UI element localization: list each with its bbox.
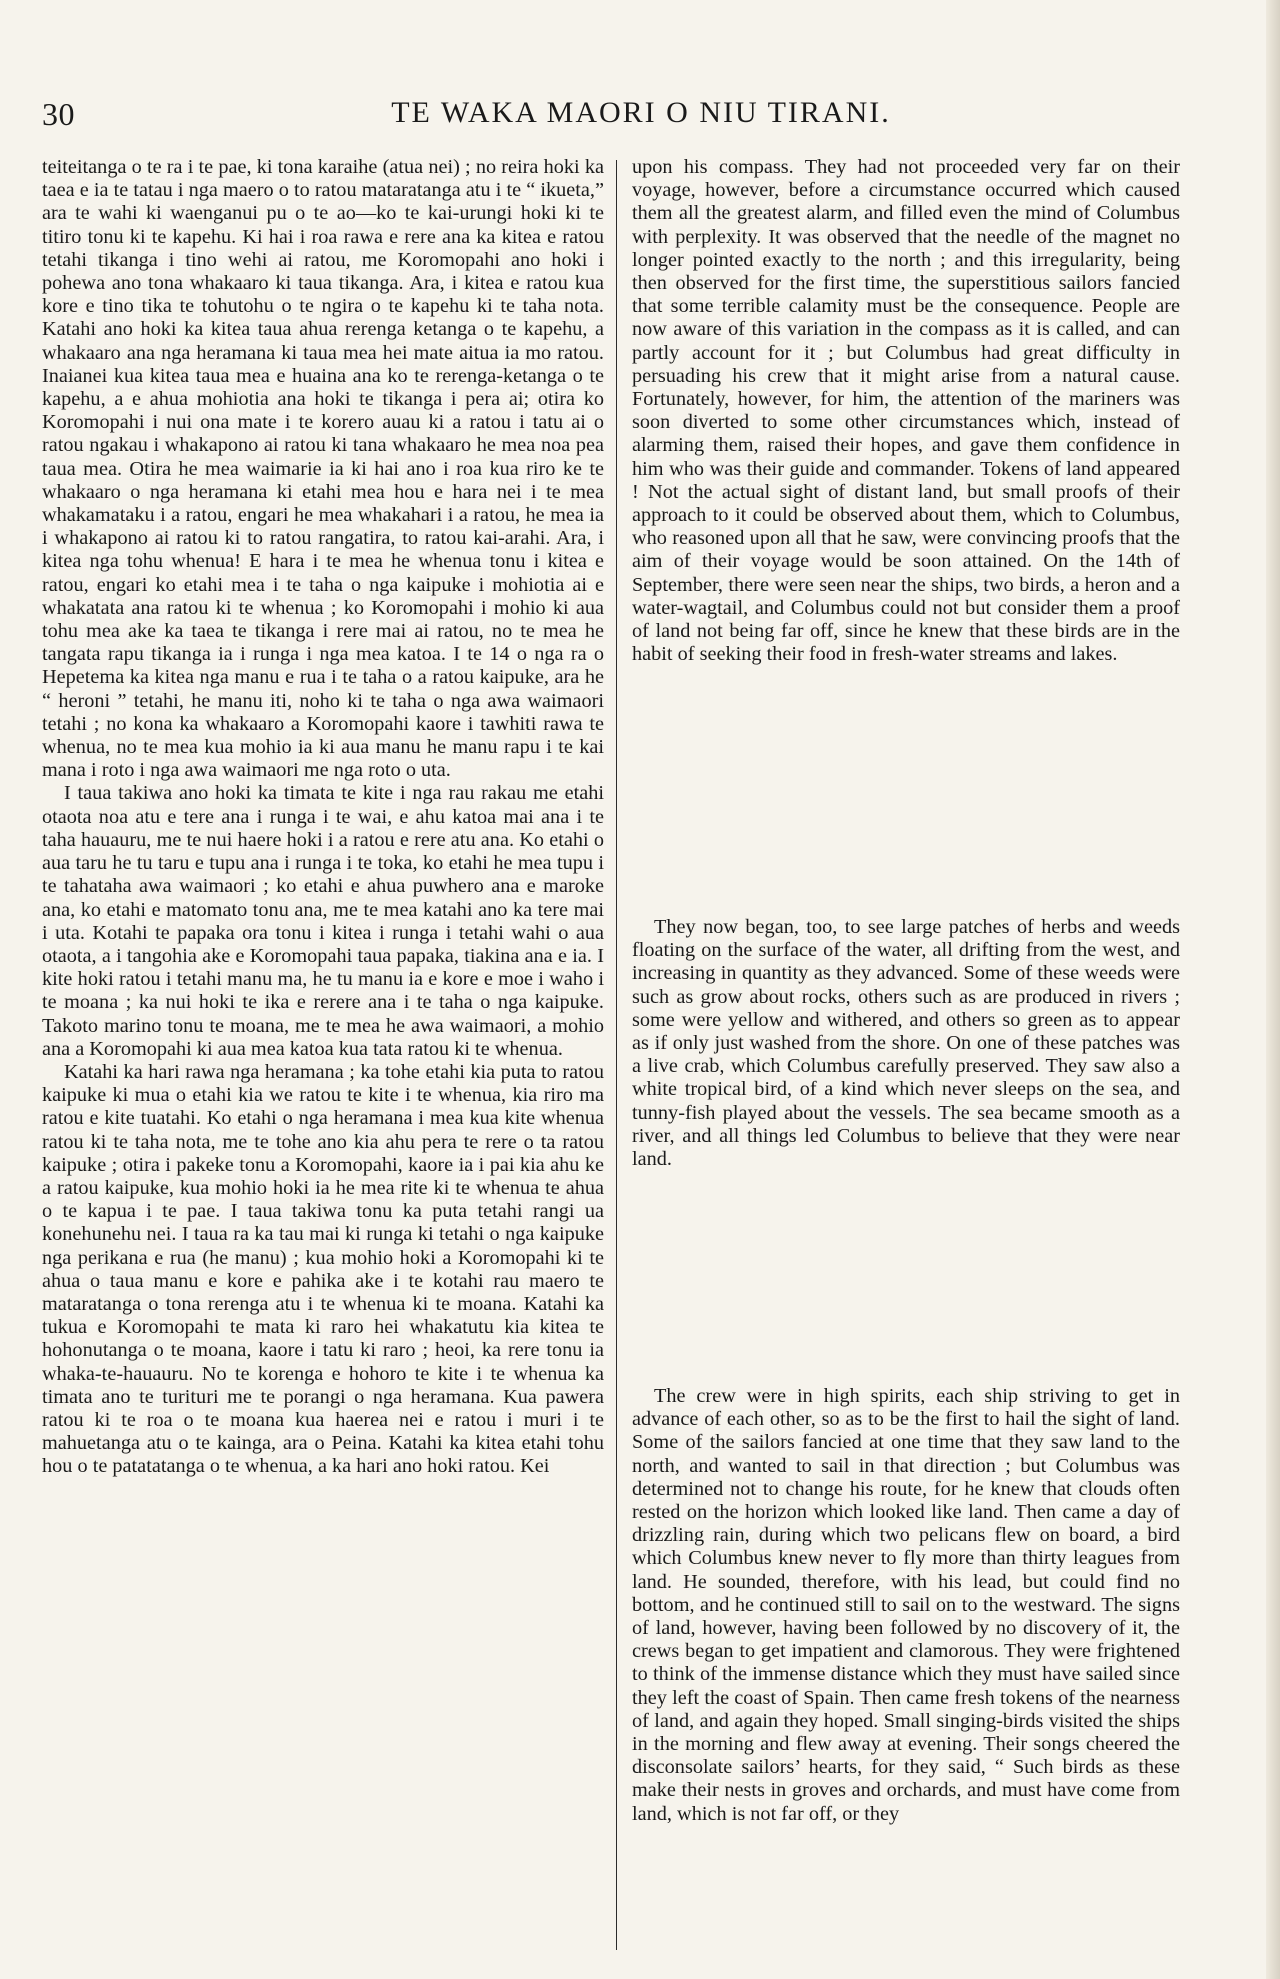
english-block-2 bbox=[632, 916, 1180, 1171]
maori-paragraph-1: teiteitanga o te ra i te pae, ki tona karaihe (atua nei) ; no reira hoki ka taea e ia te tatau i nga maero o to ratou mataratanga atu i te “ ikueta,” ara te wahi ki waenganui pu o te ao—ko te kai-urungi hoki ki te titiro tonu ki te kapehu. Ki hai i roa rawa e rere ana ka kitea e ratou tetahi tikanga i tino wehi ai ratou, me Koromopahi ano hoki i pohewa ano tona whakaaro ki taua tikanga. Ara, i kitea e ratou kua kore e tino tika te tohutohu o te ngira o te kapehu ki te taha nota. Katahi ano hoki ka kitea taua ahua rerenga ketanga o te kapehu, a whakaaro ana nga heramana ki taua mea hei mate aitua ia mo ratou. Inaianei kua kitea taua mea e huaina ana ko te rerenga-ketanga o te kapehu, a e ahua mohiotia ana hoki te tikanga i pera ai; otira ko Koromopahi i nui ona mate i te korero auau ki a ratou i tatu ai o ratou ngakau i whakapono ai ratou ki tana whakaaro he mea noa pea taua mea. Otira he mea waimarie ia ki hai ano i roa kua riro ke te whakaaro o nga heramana ki etahi mea hou e hara nei i te mea whakamataku i a ratou, engari he mea whakahari i a ratou, he mea ia i whakapono ai ratou ki to ratou rangatira, to ratou kai-arahi. Ara, i kitea nga tohu whenua! E hara i te mea he whenua tonu i kitea e ratou, engari ko etahi mea i te taha o nga kaipuke i mohiotia ai e whakatata ana ratou ki te whenua ; ko Koromopahi i mohio ki aua tohu mea ake ka taea te tikanga i rere mai ai ratou, no te mea he tangata rapu tikanga ia i runga i nga mea katoa. I te 14 o nga ra o Hepetema ka kitea nga manu e rua i te taha o a ratou kaipuke, ara he “ heroni ” tetahi, he manu iti, noho ki te taha o nga awa waimaori tetahi ; no kona ka whakaaro a Koromopahi kaore i tawhiti rawa te whenua, no te mea kua mohio ia ki aua manu he manu rapu i te kai mana i roto i nga awa waimaori me nga roto o uta. bbox=[42, 156, 604, 782]
maori-text-column bbox=[42, 156, 604, 1479]
column-divider bbox=[616, 160, 617, 1950]
page-number: 30 bbox=[42, 96, 75, 132]
english-block-1 bbox=[632, 156, 1180, 666]
maori-paragraph-3: Katahi ka hari rawa nga heramana ; ka tohe etahi kia puta to ratou kaipuke ki mua o etahi kia we ratou te kite i te whenua, kia riro ma ratou e kite tuatahi. Ko etahi o nga heramana i mea kua kite whenua ratou ki te taha nota, me te tohe ano kia ahu pera te rere o ta ratou kaipuke ; otira i pakeke tonu a Koromopahi, kaore ia i pai kia ahu ke a ratou kaipuke, kua mohio hoki ia he mea rite ki te whenua te ahua o te kapua i te pae. I taua takiwa tonu ka puta tetahi rangi ua konehunehu nei. I taua ra ka tau mai ki runga ki tetahi o nga kaipuke nga perikana e rua (he manu) ; kua mohio hoki a Koromopahi ki te ahua o taua manu e kore e pahika ake i te kotahi rau maero te mataratanga o tona rerenga atu i te whenua ki te moana. Katahi ka tukua e Koromopahi te mata ki raro hei whakatutu kia kitea te hohonutanga o te moana, kaore i tatu ki raro ; heoi, ka rere tonu ia whaka-te-hauauru. No te korenga e hohoro te kite i te whenua ka timata ano te turituri me te porangi o nga heramana. Kua pawera ratou ki te roa o te moana kua haerea nei e ratou i muri i te mahuetanga atu o te kainga, ara o Peina. Katahi ka kitea etahi tohu hou o te patatatanga o te whenua, a ka hari ano hoki ratou. Kei bbox=[42, 1060, 604, 1478]
page-title: TE WAKA MAORI O NIU TIRANI. bbox=[391, 96, 891, 129]
page-edge-shadow bbox=[1266, 0, 1280, 1979]
maori-paragraph-2: I taua takiwa ano hoki ka timata te kite i nga rau rakau me etahi otaota noa atu e tere ana i runga i te wai, e ahu katoa mai ana i te taha hauauru, me te nui haere hoki i a ratou e rere atu ana. Ko etahi o aua taru he tu taru e tupu ana i runga i te toka, ko etahi he mea tupu i te tahataha awa waimaori ; ko etahi e ahua puwhero ana e maroke ana, ko etahi e matomato tonu ana, me te mea katahi ano ka tere mai i uta. Kotahi te papaka ora tonu i kitea i runga i tetahi wahi o aua otaota, a i tangohia ake e Koromopahi taua papaka, tiakina ana e ia. I kite hoki ratou i tetahi manu ma, he tu manu ia e kore e moe i waho i te moana ; ka nui hoki te ika e rerere ana i te taha o nga kaipuke. Takoto marino tonu te moana, me te mea he awa waimaori, a mohio ana a Koromopahi ki aua mea katoa kua tata ratou ki te whenua. bbox=[42, 782, 604, 1060]
page-header bbox=[42, 96, 1240, 140]
english-paragraph-2: They now began, too, to see large patches of herbs and weeds floating on the surface of the water, all drifting from the west, and increasing in quantity as they advanced. Some of these weeds were such as grow about rocks, others such as are produced in rivers ; some were yellow and withered, and others so green as to appear as if only just washed from the shore. On one of these patches was a live crab, which Columbus carefully preserved. They saw also a white tropical bird, of a kind which never sleeps on the sea, and tunny-fish played about the vessels. The sea became smooth as a river, and all things led Columbus to believe that they were near land. bbox=[632, 916, 1180, 1171]
english-block-3 bbox=[632, 1385, 1180, 1826]
english-paragraph-3: The crew were in high spirits, each ship striving to get in advance of each other, so as to be the first to hail the sight of land. Some of the sailors fancied at one time that they saw land to the north, and wanted to sail in that direction ; but Columbus was determined not to change his route, for he knew that clouds often rested on the horizon which looked like land. Then came a day of drizzling rain, during which two pelicans flew on board, a bird which Columbus knew never to fly more than thirty leagues from land. He sounded, therefore, with his lead, but could find no bottom, and he continued still to sail on to the westward. The signs of land, however, having been followed by no discovery of it, the crews began to get impatient and clamorous. They were frightened to think of the immense distance which they must have sailed since they left the coast of Spain. Then came fresh tokens of the nearness of land, and again they hoped. Small singing-birds visited the ships in the morning and flew away at evening. Their songs cheered the disconsolate sailors’ hearts, for they said, “ Such birds as these make their nests in groves and orchards, and must have come from land, which is not far off, or they bbox=[632, 1385, 1180, 1825]
english-paragraph-1: upon his compass. They had not proceeded very far on their voyage, however, before a circumstance occurred which caused them all the greatest alarm, and filled even the mind of Columbus with perplexity. It was observed that the needle of the magnet no longer pointed exactly to the north ; and this irregularity, being then observed for the first time, the superstitious sailors fancied that some terrible calamity must be the consequence. People are now aware of this variation in the compass as it is called, and can partly account for it ; but Columbus had great difficulty in persuading his crew that it might arise from a natural cause. Fortunately, however, for him, the attention of the mariners was soon diverted to some other circumstances which, instead of alarming them, raised their hopes, and gave them confidence in him who was their guide and commander. Tokens of land appeared ! Not the actual sight of distant land, but small proofs of their approach to it could be observed about them, which to Columbus, who reasoned upon all that he saw, were convincing proofs that the aim of their voyage would be soon attained. On the 14th of September, there were seen near the ships, two birds, a heron and a water-wagtail, and Columbus could not but consider them a proof of land not being far off, since he knew that these birds are in the habit of seeking their food in fresh-water streams and lakes. bbox=[632, 156, 1180, 666]
